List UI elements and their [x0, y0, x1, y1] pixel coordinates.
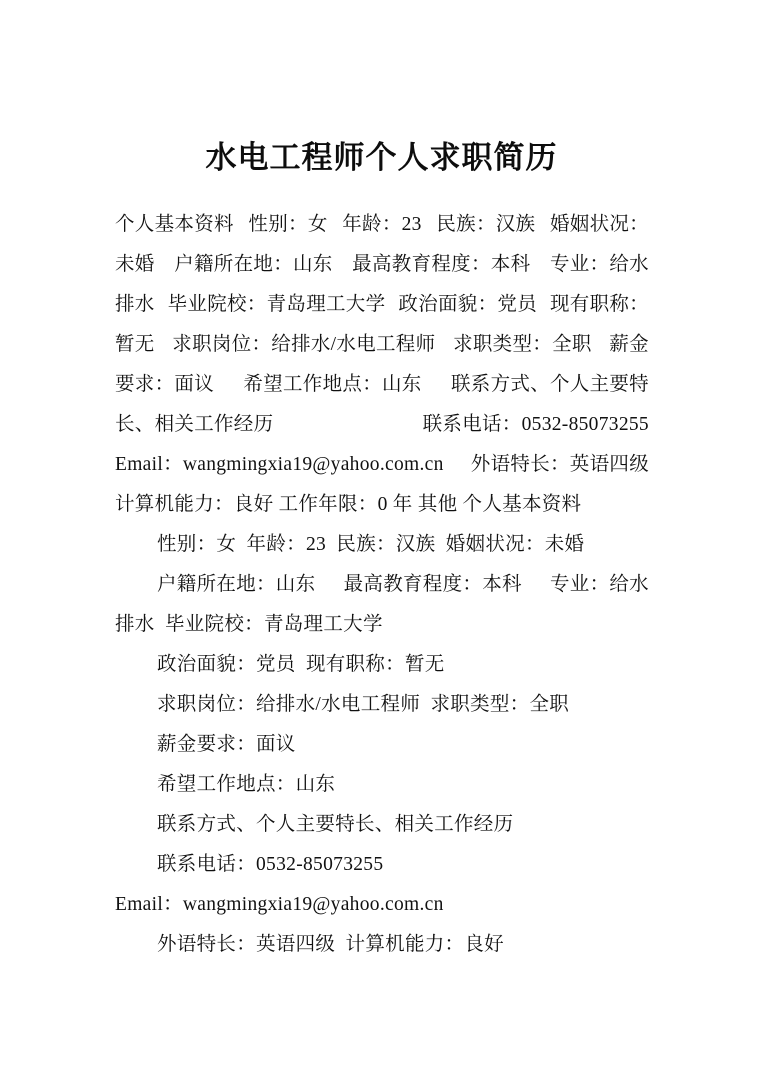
text-segment: 民族：汉族: [436, 214, 536, 235]
text-segment: 现有职称：: [549, 294, 649, 315]
text-segment: 户籍所在地：山东: [174, 254, 333, 275]
text-segment: 年龄：23: [342, 214, 422, 235]
text-segment: 个人基本资料: [115, 214, 234, 235]
text-segment: 专业：给水: [549, 254, 649, 275]
text-segment: 联系方式、个人主要特长、相关工作经历: [157, 814, 514, 835]
text-line: [115, 205, 649, 245]
text-line-political-title: [115, 645, 649, 685]
text-segment: 薪金: [609, 334, 649, 355]
phone-text: 联系电话：0532-85073255: [157, 854, 384, 875]
text-segment: 要求：面议: [115, 374, 215, 395]
text-segment: 希望工作地点：山东: [243, 374, 422, 395]
text-segment: 求职岗位：给排水/水电工程师: [172, 334, 436, 355]
text-segment: 外语特长：英语四级 计算机能力：良好: [157, 934, 504, 955]
text-segment: 政治面貌：党员: [398, 294, 537, 315]
text-segment: 排水: [115, 294, 155, 315]
text-segment: 未婚: [115, 254, 155, 275]
text-segment: 最高教育程度：本科: [343, 574, 522, 595]
phone-text: 联系电话：0532-85073255: [422, 414, 649, 435]
text-segment: 求职类型：全职: [453, 334, 592, 355]
text-segment: 薪金要求：面议: [157, 734, 296, 755]
email-text: Email：wangmingxia19@yahoo.com.cn: [115, 454, 444, 475]
text-line: [115, 245, 649, 285]
text-line-location: [115, 765, 649, 805]
page-title: 水电工程师个人求职简历: [205, 140, 558, 176]
text-line-salary: [115, 725, 649, 765]
text-segment: 性别：女 年龄：23 民族：汉族 婚姻状况：未婚: [157, 534, 585, 555]
text-segment: 最高教育程度：本科: [352, 254, 531, 275]
text-line-origin-education: [115, 565, 649, 605]
text-line: [115, 325, 649, 365]
text-line: [115, 365, 649, 405]
text-segment: 性别：女: [248, 214, 328, 235]
text-line: [115, 285, 649, 325]
text-line-contact-heading: [115, 805, 649, 845]
text-segment: 外语特长：英语四级: [470, 454, 649, 475]
text-segment: 求职岗位：给排水/水电工程师 求职类型：全职: [157, 694, 570, 715]
text-segment: 毕业院校：青岛理工大学: [167, 294, 386, 315]
text-segment: 暂无: [115, 334, 155, 355]
text-line-job-position: [115, 685, 649, 725]
text-line-email: [115, 885, 649, 925]
text-segment: 政治面貌：党员 现有职称：暂无: [157, 654, 445, 675]
text-segment: 长、相关工作经历: [115, 414, 274, 435]
text-segment: 婚姻状况：: [549, 214, 649, 235]
text-line-school: [115, 605, 649, 645]
text-segment: 户籍所在地：山东: [157, 574, 316, 595]
text-segment: 联系方式、个人主要特: [450, 374, 649, 395]
resume-body: [115, 205, 649, 965]
text-line: [115, 405, 649, 445]
text-segment: 计算机能力：良好 工作年限：0 年 其他 个人基本资料: [115, 494, 582, 515]
email-text: Email：wangmingxia19@yahoo.com.cn: [115, 894, 444, 915]
text-segment: 排水 毕业院校：青岛理工大学: [115, 614, 383, 635]
text-line-gender-age: [115, 525, 649, 565]
text-line: [115, 445, 649, 485]
text-segment: 专业：给水: [549, 574, 649, 595]
text-line-skills: [115, 925, 649, 965]
text-line-phone: [115, 845, 649, 885]
text-segment: 希望工作地点：山东: [157, 774, 336, 795]
text-line: [115, 485, 649, 525]
